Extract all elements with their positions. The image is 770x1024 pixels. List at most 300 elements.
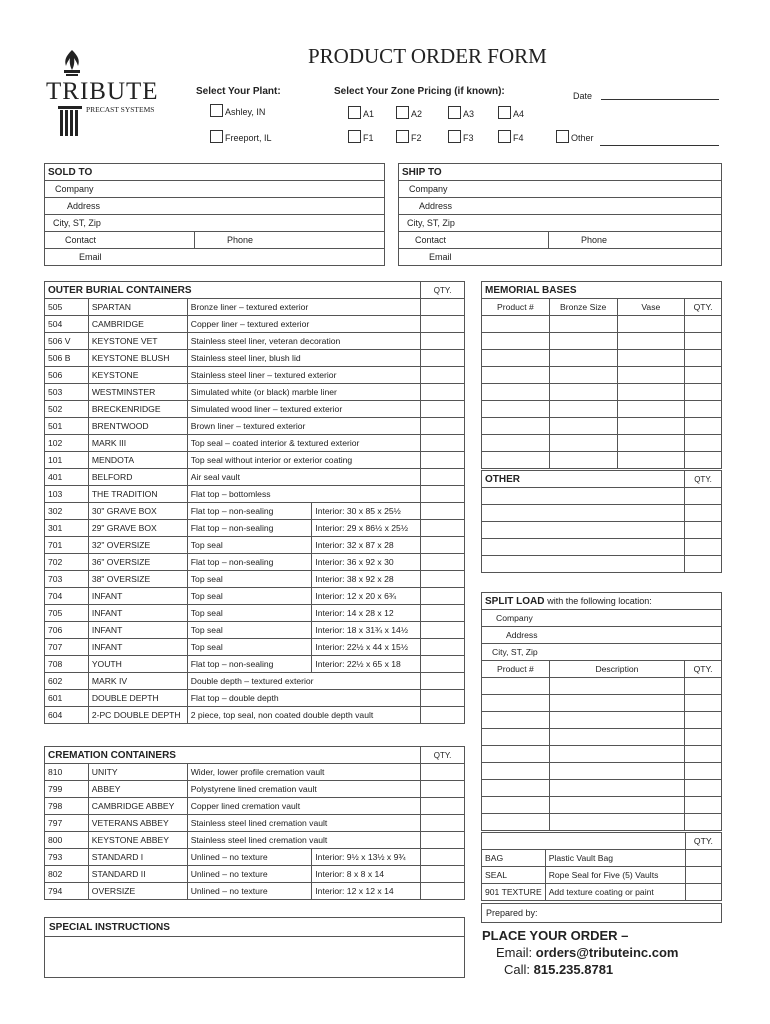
entry-cell[interactable] bbox=[482, 539, 685, 556]
qty-cell[interactable] bbox=[421, 503, 465, 520]
logo-subtitle: PRECAST SYSTEMS bbox=[86, 105, 155, 114]
product-code: 504 bbox=[45, 316, 89, 333]
zone-option-f3[interactable]: F3 bbox=[448, 130, 474, 143]
memorial-bases-title: MEMORIAL BASES bbox=[482, 282, 722, 299]
product-name: 2-PC DOUBLE DEPTH bbox=[88, 707, 187, 724]
entry-cell[interactable] bbox=[482, 418, 550, 435]
zone-option-a3[interactable]: A3 bbox=[448, 106, 474, 119]
sold-to-company[interactable]: Company bbox=[45, 181, 385, 198]
product-code: 794 bbox=[45, 883, 89, 900]
qty-cell[interactable] bbox=[421, 316, 465, 333]
qty-cell[interactable] bbox=[421, 832, 465, 849]
company-logo bbox=[46, 48, 168, 138]
product-code: 502 bbox=[45, 401, 89, 418]
qty-cell[interactable] bbox=[421, 690, 465, 707]
table-row bbox=[45, 367, 465, 384]
ship-to-email[interactable]: Email bbox=[399, 249, 722, 266]
qty-cell[interactable] bbox=[421, 781, 465, 798]
product-code: 707 bbox=[45, 639, 89, 656]
extra-code: SEAL bbox=[482, 867, 546, 884]
qty-cell[interactable] bbox=[421, 333, 465, 350]
qty-cell[interactable] bbox=[685, 333, 722, 350]
product-description: Stainless steel liner, blush lid bbox=[187, 350, 420, 367]
product-interior: Interior: 32 x 87 x 28 bbox=[312, 537, 421, 554]
entry-cell[interactable] bbox=[617, 333, 685, 350]
entry-cell[interactable] bbox=[482, 333, 550, 350]
place-order-title: PLACE YOUR ORDER – bbox=[482, 928, 629, 943]
other-title: OTHER bbox=[482, 471, 685, 488]
checkbox[interactable] bbox=[348, 130, 361, 143]
zone-option-a4[interactable]: A4 bbox=[498, 106, 524, 119]
qty-cell[interactable] bbox=[685, 867, 721, 884]
entry-cell[interactable] bbox=[617, 401, 685, 418]
zone-option-f2[interactable]: F2 bbox=[396, 130, 422, 143]
product-name: DOUBLE DEPTH bbox=[88, 690, 187, 707]
sold-to-phone[interactable]: Phone bbox=[195, 232, 385, 249]
place-order-block bbox=[482, 928, 678, 977]
product-name: STANDARD II bbox=[88, 866, 187, 883]
entry-cell[interactable] bbox=[617, 418, 685, 435]
product-code: 802 bbox=[45, 866, 89, 883]
email-line: Email: orders@tributeinc.com bbox=[496, 945, 679, 960]
product-name: STANDARD I bbox=[88, 849, 187, 866]
product-code: 102 bbox=[45, 435, 89, 452]
product-code: 302 bbox=[45, 503, 89, 520]
product-code: 704 bbox=[45, 588, 89, 605]
qty-header: QTY. bbox=[685, 833, 721, 850]
ship-to-contact[interactable]: Contact bbox=[399, 232, 549, 249]
product-description: Wider, lower profile cremation vault bbox=[187, 764, 420, 781]
product-description: Brown liner – textured exterior bbox=[187, 418, 420, 435]
qty-cell[interactable] bbox=[421, 571, 465, 588]
qty-cell[interactable] bbox=[421, 554, 465, 571]
qty-cell[interactable] bbox=[421, 520, 465, 537]
qty-cell[interactable] bbox=[421, 418, 465, 435]
qty-header: QTY. bbox=[421, 747, 465, 764]
qty-cell[interactable] bbox=[685, 367, 722, 384]
qty-cell[interactable] bbox=[421, 849, 465, 866]
qty-cell[interactable] bbox=[685, 539, 722, 556]
entry-cell[interactable] bbox=[482, 780, 550, 797]
qty-cell[interactable] bbox=[421, 883, 465, 900]
table-row bbox=[482, 746, 722, 763]
product-code: 503 bbox=[45, 384, 89, 401]
entry-cell[interactable] bbox=[549, 350, 617, 367]
qty-cell[interactable] bbox=[685, 884, 721, 901]
table-row bbox=[45, 418, 465, 435]
qty-cell[interactable] bbox=[421, 866, 465, 883]
qty-cell[interactable] bbox=[421, 639, 465, 656]
product-name: INFANT bbox=[88, 605, 187, 622]
checkbox[interactable] bbox=[498, 130, 511, 143]
table-row bbox=[482, 780, 722, 797]
product-description: Stainless steel lined cremation vault bbox=[187, 815, 420, 832]
qty-cell[interactable] bbox=[421, 299, 465, 316]
table-row bbox=[482, 452, 722, 469]
product-name: WESTMINSTER bbox=[88, 384, 187, 401]
sold-to-address[interactable]: Address bbox=[45, 198, 385, 215]
split-load-title: SPLIT LOAD bbox=[485, 595, 545, 607]
product-interior: Interior: 9½ x 13½ x 9¾ bbox=[312, 849, 421, 866]
product-code: 103 bbox=[45, 486, 89, 503]
qty-cell[interactable] bbox=[685, 316, 722, 333]
product-code: 703 bbox=[45, 571, 89, 588]
table-row bbox=[45, 639, 465, 656]
product-description: Top seal bbox=[187, 571, 312, 588]
split-company[interactable]: Company bbox=[482, 610, 722, 627]
qty-cell[interactable] bbox=[685, 384, 722, 401]
table-row bbox=[45, 554, 465, 571]
product-name: ABBEY bbox=[88, 781, 187, 798]
entry-cell[interactable] bbox=[617, 316, 685, 333]
col-description: Description bbox=[549, 661, 684, 678]
date-label: Date bbox=[573, 91, 593, 101]
product-interior: Interior: 18 x 31¾ x 14½ bbox=[312, 622, 421, 639]
entry-cell[interactable] bbox=[549, 797, 684, 814]
product-interior: Interior: 22½ x 65 x 18 bbox=[312, 656, 421, 673]
entry-cell[interactable] bbox=[482, 367, 550, 384]
table-row bbox=[482, 350, 722, 367]
product-name: SPARTAN bbox=[88, 299, 187, 316]
product-description: 2 piece, top seal, non coated double depth vault bbox=[187, 707, 420, 724]
table-row bbox=[45, 486, 465, 503]
table-row bbox=[482, 556, 722, 573]
entry-cell[interactable] bbox=[482, 746, 550, 763]
cremation-table bbox=[44, 746, 465, 900]
table-row bbox=[482, 729, 722, 746]
table-row bbox=[45, 605, 465, 622]
product-description: Unlined – no texture bbox=[187, 866, 312, 883]
product-interior: Interior: 12 x 12 x 14 bbox=[312, 883, 421, 900]
sold-to-city[interactable]: City, ST, Zip bbox=[45, 215, 385, 232]
product-code: 101 bbox=[45, 452, 89, 469]
entry-cell[interactable] bbox=[482, 350, 550, 367]
extra-code: BAG bbox=[482, 850, 546, 867]
entry-cell[interactable] bbox=[482, 505, 685, 522]
entry-cell[interactable] bbox=[482, 712, 550, 729]
product-description: Top seal without interior or exterior coating bbox=[187, 452, 420, 469]
product-code: 506 V bbox=[45, 333, 89, 350]
checkbox[interactable] bbox=[448, 106, 461, 119]
entry-cell[interactable] bbox=[482, 401, 550, 418]
qty-cell[interactable] bbox=[421, 537, 465, 554]
table-row bbox=[45, 707, 465, 724]
table-row bbox=[45, 849, 465, 866]
qty-cell[interactable] bbox=[685, 556, 722, 573]
product-description: Polystyrene lined cremation vault bbox=[187, 781, 420, 798]
qty-cell[interactable] bbox=[421, 350, 465, 367]
product-name: KEYSTONE VET bbox=[88, 333, 187, 350]
product-description: Flat top – double depth bbox=[187, 690, 420, 707]
qty-cell[interactable] bbox=[421, 798, 465, 815]
qty-cell[interactable] bbox=[685, 814, 722, 831]
qty-cell[interactable] bbox=[685, 763, 722, 780]
checkbox[interactable] bbox=[348, 106, 361, 119]
table-row bbox=[482, 418, 722, 435]
table-row bbox=[45, 333, 465, 350]
qty-cell[interactable] bbox=[421, 605, 465, 622]
table-row bbox=[482, 539, 722, 556]
table-row bbox=[482, 797, 722, 814]
product-interior: Interior: 30 x 85 x 25½ bbox=[312, 503, 421, 520]
order-email-link[interactable]: orders@tributeinc.com bbox=[535, 945, 679, 960]
qty-cell[interactable] bbox=[421, 707, 465, 724]
entry-cell[interactable] bbox=[482, 384, 550, 401]
qty-cell[interactable] bbox=[685, 505, 722, 522]
table-row bbox=[45, 520, 465, 537]
table-row bbox=[45, 571, 465, 588]
sold-to-table bbox=[44, 163, 385, 266]
table-row bbox=[482, 505, 722, 522]
product-name: CAMBRIDGE bbox=[88, 316, 187, 333]
qty-cell[interactable] bbox=[685, 797, 722, 814]
zone-option-a2[interactable]: A2 bbox=[396, 106, 422, 119]
table-row bbox=[45, 866, 465, 883]
product-name: YOUTH bbox=[88, 656, 187, 673]
entry-cell[interactable] bbox=[549, 452, 617, 469]
table-row bbox=[482, 367, 722, 384]
qty-cell[interactable] bbox=[421, 452, 465, 469]
entry-cell[interactable] bbox=[482, 435, 550, 452]
zone-option-f4[interactable]: F4 bbox=[498, 130, 524, 143]
qty-cell[interactable] bbox=[421, 588, 465, 605]
product-description: Copper lined cremation vault bbox=[187, 798, 420, 815]
qty-cell[interactable] bbox=[421, 469, 465, 486]
entry-cell[interactable] bbox=[482, 797, 550, 814]
other-table bbox=[481, 470, 722, 573]
qty-cell[interactable] bbox=[685, 418, 722, 435]
product-name: KEYSTONE bbox=[88, 367, 187, 384]
split-address[interactable]: Address bbox=[482, 627, 722, 644]
extras-table bbox=[481, 832, 722, 901]
checkbox[interactable] bbox=[210, 104, 223, 117]
checkbox[interactable] bbox=[556, 130, 569, 143]
table-row bbox=[45, 435, 465, 452]
qty-cell[interactable] bbox=[421, 656, 465, 673]
zone-option-a1[interactable]: A1 bbox=[348, 106, 374, 119]
table-row bbox=[482, 763, 722, 780]
product-code: 793 bbox=[45, 849, 89, 866]
entry-cell[interactable] bbox=[482, 678, 550, 695]
product-code: 799 bbox=[45, 781, 89, 798]
prepared-by-field[interactable] bbox=[481, 903, 722, 923]
table-row bbox=[45, 503, 465, 520]
product-interior: Interior: 22½ x 44 x 15½ bbox=[312, 639, 421, 656]
product-name: INFANT bbox=[88, 639, 187, 656]
entry-cell[interactable] bbox=[549, 418, 617, 435]
checkbox[interactable] bbox=[210, 130, 223, 143]
checkbox[interactable] bbox=[448, 130, 461, 143]
sold-to-email[interactable]: Email bbox=[45, 249, 385, 266]
entry-cell[interactable] bbox=[549, 678, 684, 695]
entry-cell[interactable] bbox=[482, 556, 685, 573]
qty-cell[interactable] bbox=[421, 367, 465, 384]
qty-cell[interactable] bbox=[685, 712, 722, 729]
qty-cell[interactable] bbox=[421, 673, 465, 690]
product-interior: Interior: 36 x 92 x 30 bbox=[312, 554, 421, 571]
qty-header: QTY. bbox=[421, 282, 465, 299]
product-interior: Interior: 14 x 28 x 12 bbox=[312, 605, 421, 622]
product-description: Simulated wood liner – textured exterior bbox=[187, 401, 420, 418]
entry-cell[interactable] bbox=[549, 780, 684, 797]
table-row bbox=[482, 384, 722, 401]
date-field[interactable] bbox=[601, 99, 719, 100]
qty-cell[interactable] bbox=[685, 435, 722, 452]
table-row bbox=[45, 299, 465, 316]
split-city[interactable]: City, ST, Zip bbox=[482, 644, 722, 661]
product-description: Top seal – coated interior & textured exterior bbox=[187, 435, 420, 452]
entry-cell[interactable] bbox=[549, 814, 684, 831]
product-description: Stainless steel liner – textured exterior bbox=[187, 367, 420, 384]
entry-cell[interactable] bbox=[482, 729, 550, 746]
qty-cell[interactable] bbox=[685, 780, 722, 797]
product-description: Top seal bbox=[187, 605, 312, 622]
qty-cell[interactable] bbox=[421, 815, 465, 832]
table-row bbox=[482, 435, 722, 452]
entry-cell[interactable] bbox=[482, 488, 685, 505]
qty-cell[interactable] bbox=[685, 488, 722, 505]
qty-cell[interactable] bbox=[685, 401, 722, 418]
qty-cell[interactable] bbox=[421, 384, 465, 401]
product-code: 301 bbox=[45, 520, 89, 537]
qty-cell[interactable] bbox=[421, 486, 465, 503]
entry-cell[interactable] bbox=[617, 367, 685, 384]
product-name: THE TRADITION bbox=[88, 486, 187, 503]
sold-to-contact[interactable]: Contact bbox=[45, 232, 195, 249]
table-row bbox=[45, 452, 465, 469]
entry-cell[interactable] bbox=[482, 316, 550, 333]
qty-cell[interactable] bbox=[685, 678, 722, 695]
entry-cell[interactable] bbox=[549, 695, 684, 712]
product-code: 798 bbox=[45, 798, 89, 815]
product-description: Flat top – non-sealing bbox=[187, 503, 312, 520]
special-instructions-box[interactable] bbox=[44, 917, 465, 978]
entry-cell[interactable] bbox=[617, 384, 685, 401]
product-description: Stainless steel lined cremation vault bbox=[187, 832, 420, 849]
product-description: Air seal vault bbox=[187, 469, 420, 486]
product-description: Bronze liner – textured exterior bbox=[187, 299, 420, 316]
qty-cell[interactable] bbox=[685, 850, 721, 867]
cremation-title: CREMATION CONTAINERS bbox=[45, 747, 421, 764]
entry-cell[interactable] bbox=[549, 333, 617, 350]
ship-to-address[interactable]: Address bbox=[399, 198, 722, 215]
table-row bbox=[482, 814, 722, 831]
zone-option-f1[interactable]: F1 bbox=[348, 130, 374, 143]
product-code: 601 bbox=[45, 690, 89, 707]
phone-line: Call: 815.235.8781 bbox=[504, 962, 614, 977]
entry-cell[interactable] bbox=[482, 452, 550, 469]
plant-option-ashley[interactable]: Ashley, IN bbox=[210, 104, 265, 117]
table-row bbox=[45, 384, 465, 401]
table-row bbox=[482, 522, 722, 539]
qty-cell[interactable] bbox=[685, 695, 722, 712]
table-row bbox=[45, 316, 465, 333]
entry-cell[interactable] bbox=[549, 316, 617, 333]
ship-to-city[interactable]: City, ST, Zip bbox=[399, 215, 722, 232]
zone-option-other[interactable]: Other bbox=[556, 130, 594, 143]
product-code: 708 bbox=[45, 656, 89, 673]
entry-cell[interactable] bbox=[482, 522, 685, 539]
entry-cell[interactable] bbox=[549, 367, 617, 384]
product-name: CAMBRIDGE ABBEY bbox=[88, 798, 187, 815]
table-row bbox=[482, 333, 722, 350]
checkbox[interactable] bbox=[396, 106, 409, 119]
entry-cell[interactable] bbox=[549, 746, 684, 763]
checkbox[interactable] bbox=[498, 106, 511, 119]
product-name: MARK III bbox=[88, 435, 187, 452]
product-code: 706 bbox=[45, 622, 89, 639]
entry-cell[interactable] bbox=[482, 695, 550, 712]
entry-cell[interactable] bbox=[617, 452, 685, 469]
product-name: INFANT bbox=[88, 588, 187, 605]
prepared-by-label: Prepared by: bbox=[486, 908, 538, 918]
sold-to-title: SOLD TO bbox=[45, 164, 385, 181]
checkbox[interactable] bbox=[396, 130, 409, 143]
qty-cell[interactable] bbox=[685, 729, 722, 746]
product-name: UNITY bbox=[88, 764, 187, 781]
table-row bbox=[45, 815, 465, 832]
product-description: Unlined – no texture bbox=[187, 849, 312, 866]
zone-label: Select Your Zone Pricing (if known): bbox=[334, 86, 505, 97]
product-description: Top seal bbox=[187, 622, 312, 639]
col-vase: Vase bbox=[617, 299, 685, 316]
col-qty: QTY. bbox=[685, 299, 722, 316]
table-row bbox=[45, 588, 465, 605]
other-field[interactable] bbox=[600, 145, 719, 146]
table-row bbox=[45, 401, 465, 418]
qty-cell[interactable] bbox=[421, 401, 465, 418]
qty-cell[interactable] bbox=[685, 350, 722, 367]
qty-cell[interactable] bbox=[421, 764, 465, 781]
qty-cell[interactable] bbox=[685, 746, 722, 763]
qty-cell[interactable] bbox=[421, 435, 465, 452]
entry-cell[interactable] bbox=[549, 435, 617, 452]
product-name: 29" GRAVE BOX bbox=[88, 520, 187, 537]
ship-to-title: SHIP TO bbox=[399, 164, 722, 181]
product-code: 506 B bbox=[45, 350, 89, 367]
qty-cell[interactable] bbox=[685, 452, 722, 469]
outer-burial-title: OUTER BURIAL CONTAINERS bbox=[45, 282, 421, 299]
product-name: 30" GRAVE BOX bbox=[88, 503, 187, 520]
special-instructions-title: SPECIAL INSTRUCTIONS bbox=[49, 922, 170, 933]
product-description: Flat top – non-sealing bbox=[187, 656, 312, 673]
split-load-header bbox=[482, 593, 722, 610]
table-row bbox=[45, 798, 465, 815]
ship-to-company[interactable]: Company bbox=[399, 181, 722, 198]
product-description: Simulated white (or black) marble liner bbox=[187, 384, 420, 401]
entry-cell[interactable] bbox=[482, 814, 550, 831]
entry-cell[interactable] bbox=[549, 712, 684, 729]
product-name: 36" OVERSIZE bbox=[88, 554, 187, 571]
qty-cell[interactable] bbox=[421, 622, 465, 639]
product-code: 705 bbox=[45, 605, 89, 622]
ship-to-phone[interactable]: Phone bbox=[549, 232, 722, 249]
entry-cell[interactable] bbox=[549, 729, 684, 746]
entry-cell[interactable] bbox=[549, 384, 617, 401]
entry-cell[interactable] bbox=[617, 435, 685, 452]
product-interior: Interior: 38 x 92 x 28 bbox=[312, 571, 421, 588]
entry-cell[interactable] bbox=[617, 350, 685, 367]
product-code: 701 bbox=[45, 537, 89, 554]
table-row bbox=[45, 673, 465, 690]
entry-cell[interactable] bbox=[549, 763, 684, 780]
entry-cell[interactable] bbox=[549, 401, 617, 418]
entry-cell[interactable] bbox=[482, 763, 550, 780]
qty-cell[interactable] bbox=[685, 522, 722, 539]
plant-option-freeport[interactable]: Freeport, IL bbox=[210, 130, 272, 143]
extra-code: 901 TEXTURE bbox=[482, 884, 546, 901]
page-title: PRODUCT ORDER FORM bbox=[308, 44, 547, 68]
